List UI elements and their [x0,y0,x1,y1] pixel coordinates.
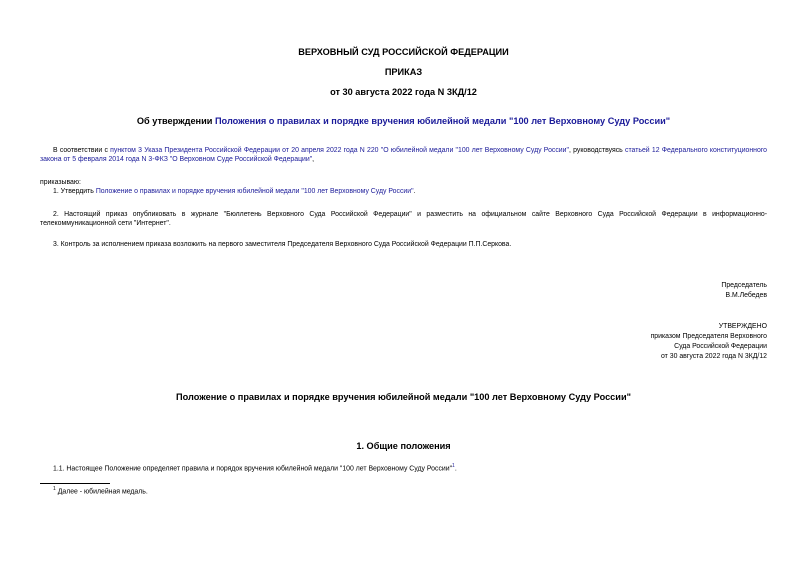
signature-block [721,281,767,301]
law-link[interactable]: статьей 12 Федерального конституционного закона от 5 февраля 2014 года N 3-ФКЗ "О Верховном Суде Российской Федерации" [40,147,768,164]
title-link[interactable]: Положения о правилах и порядке вручения юбилейной медали "100 лет Верховному Суду России" [214,116,671,126]
court-name: ВЕРХОВНЫЙ СУД РОССИЙСКОЙ ФЕДЕРАЦИИ [298,47,509,57]
paragraph-1-1 [40,462,767,474]
approval-line-3: Суда Российской Федерации [674,343,767,350]
title-prefix: Об утверждении [136,116,215,126]
item-1 [40,187,767,196]
item-1-prefix: 1. Утвердить [53,188,96,195]
decree-link[interactable]: пунктом 3 Указа Президента Российской Федерации от 20 апреля 2022 года N 220 "О юбилейной медали "100 лет Верховному Суду России" [110,147,569,154]
approval-line-2: приказом Председателя Верховного [650,333,767,340]
preamble-paragraph [40,146,767,165]
order-word: приказываю: [40,179,81,186]
approval-line-4: от 30 августа 2022 года N 3КД/12 [660,353,767,360]
preamble-text-2: , руководствуясь [568,147,626,154]
footnote-text: Далее - юбилейная медаль. [55,488,148,496]
approval-line-1: УТВЕРЖДЕНО [718,323,767,330]
approval-block [651,322,767,362]
item-1-suffix: . [413,188,416,195]
document-title [40,116,767,126]
signature-position: Председатель [721,282,767,289]
item-3: 3. Контроль за исполнением приказа возложить на первого заместителя Председателя Верховного Суда Российской Федерации П.П.Серкова. [53,241,512,248]
item-2: 2. Настоящий приказ опубликовать в журнале "Бюллетень Верховного Суда Российской Федерации" и разместить на официальном сайте Верховного Суда Российской Федерации в информационно-телекоммуникационной сети "Интернет". [40,211,767,228]
footnote-reference[interactable]: 1 [452,463,455,469]
preamble-text-1: В соответствии с [53,147,111,154]
paragraph-1-1-end: . [454,465,457,473]
preamble-text-3: , [312,156,315,164]
regulation-title: Положение о правилах и порядке вручения юбилейной медали "100 лет Верховному Суду России" [176,392,631,402]
footnote-divider [40,483,110,484]
section-1-heading: 1. Общие положения [356,441,451,451]
paragraph-1-1-text: 1.1. Настоящее Положение определяет правила и порядок вручения юбилейной медали "100 лет Верховному Суду России" [53,465,453,473]
regulation-link[interactable]: Положение о правилах и порядке вручения юбилейной медали "100 лет Верховному Суду России" [95,188,414,195]
footnote [53,486,148,495]
document-type: ПРИКАЗ [384,67,423,77]
document-date-number: от 30 августа 2022 года N 3КД/12 [330,87,477,97]
signature-name: В.М.Лебедев [725,292,767,299]
footnote-mark: 1 [53,486,56,492]
